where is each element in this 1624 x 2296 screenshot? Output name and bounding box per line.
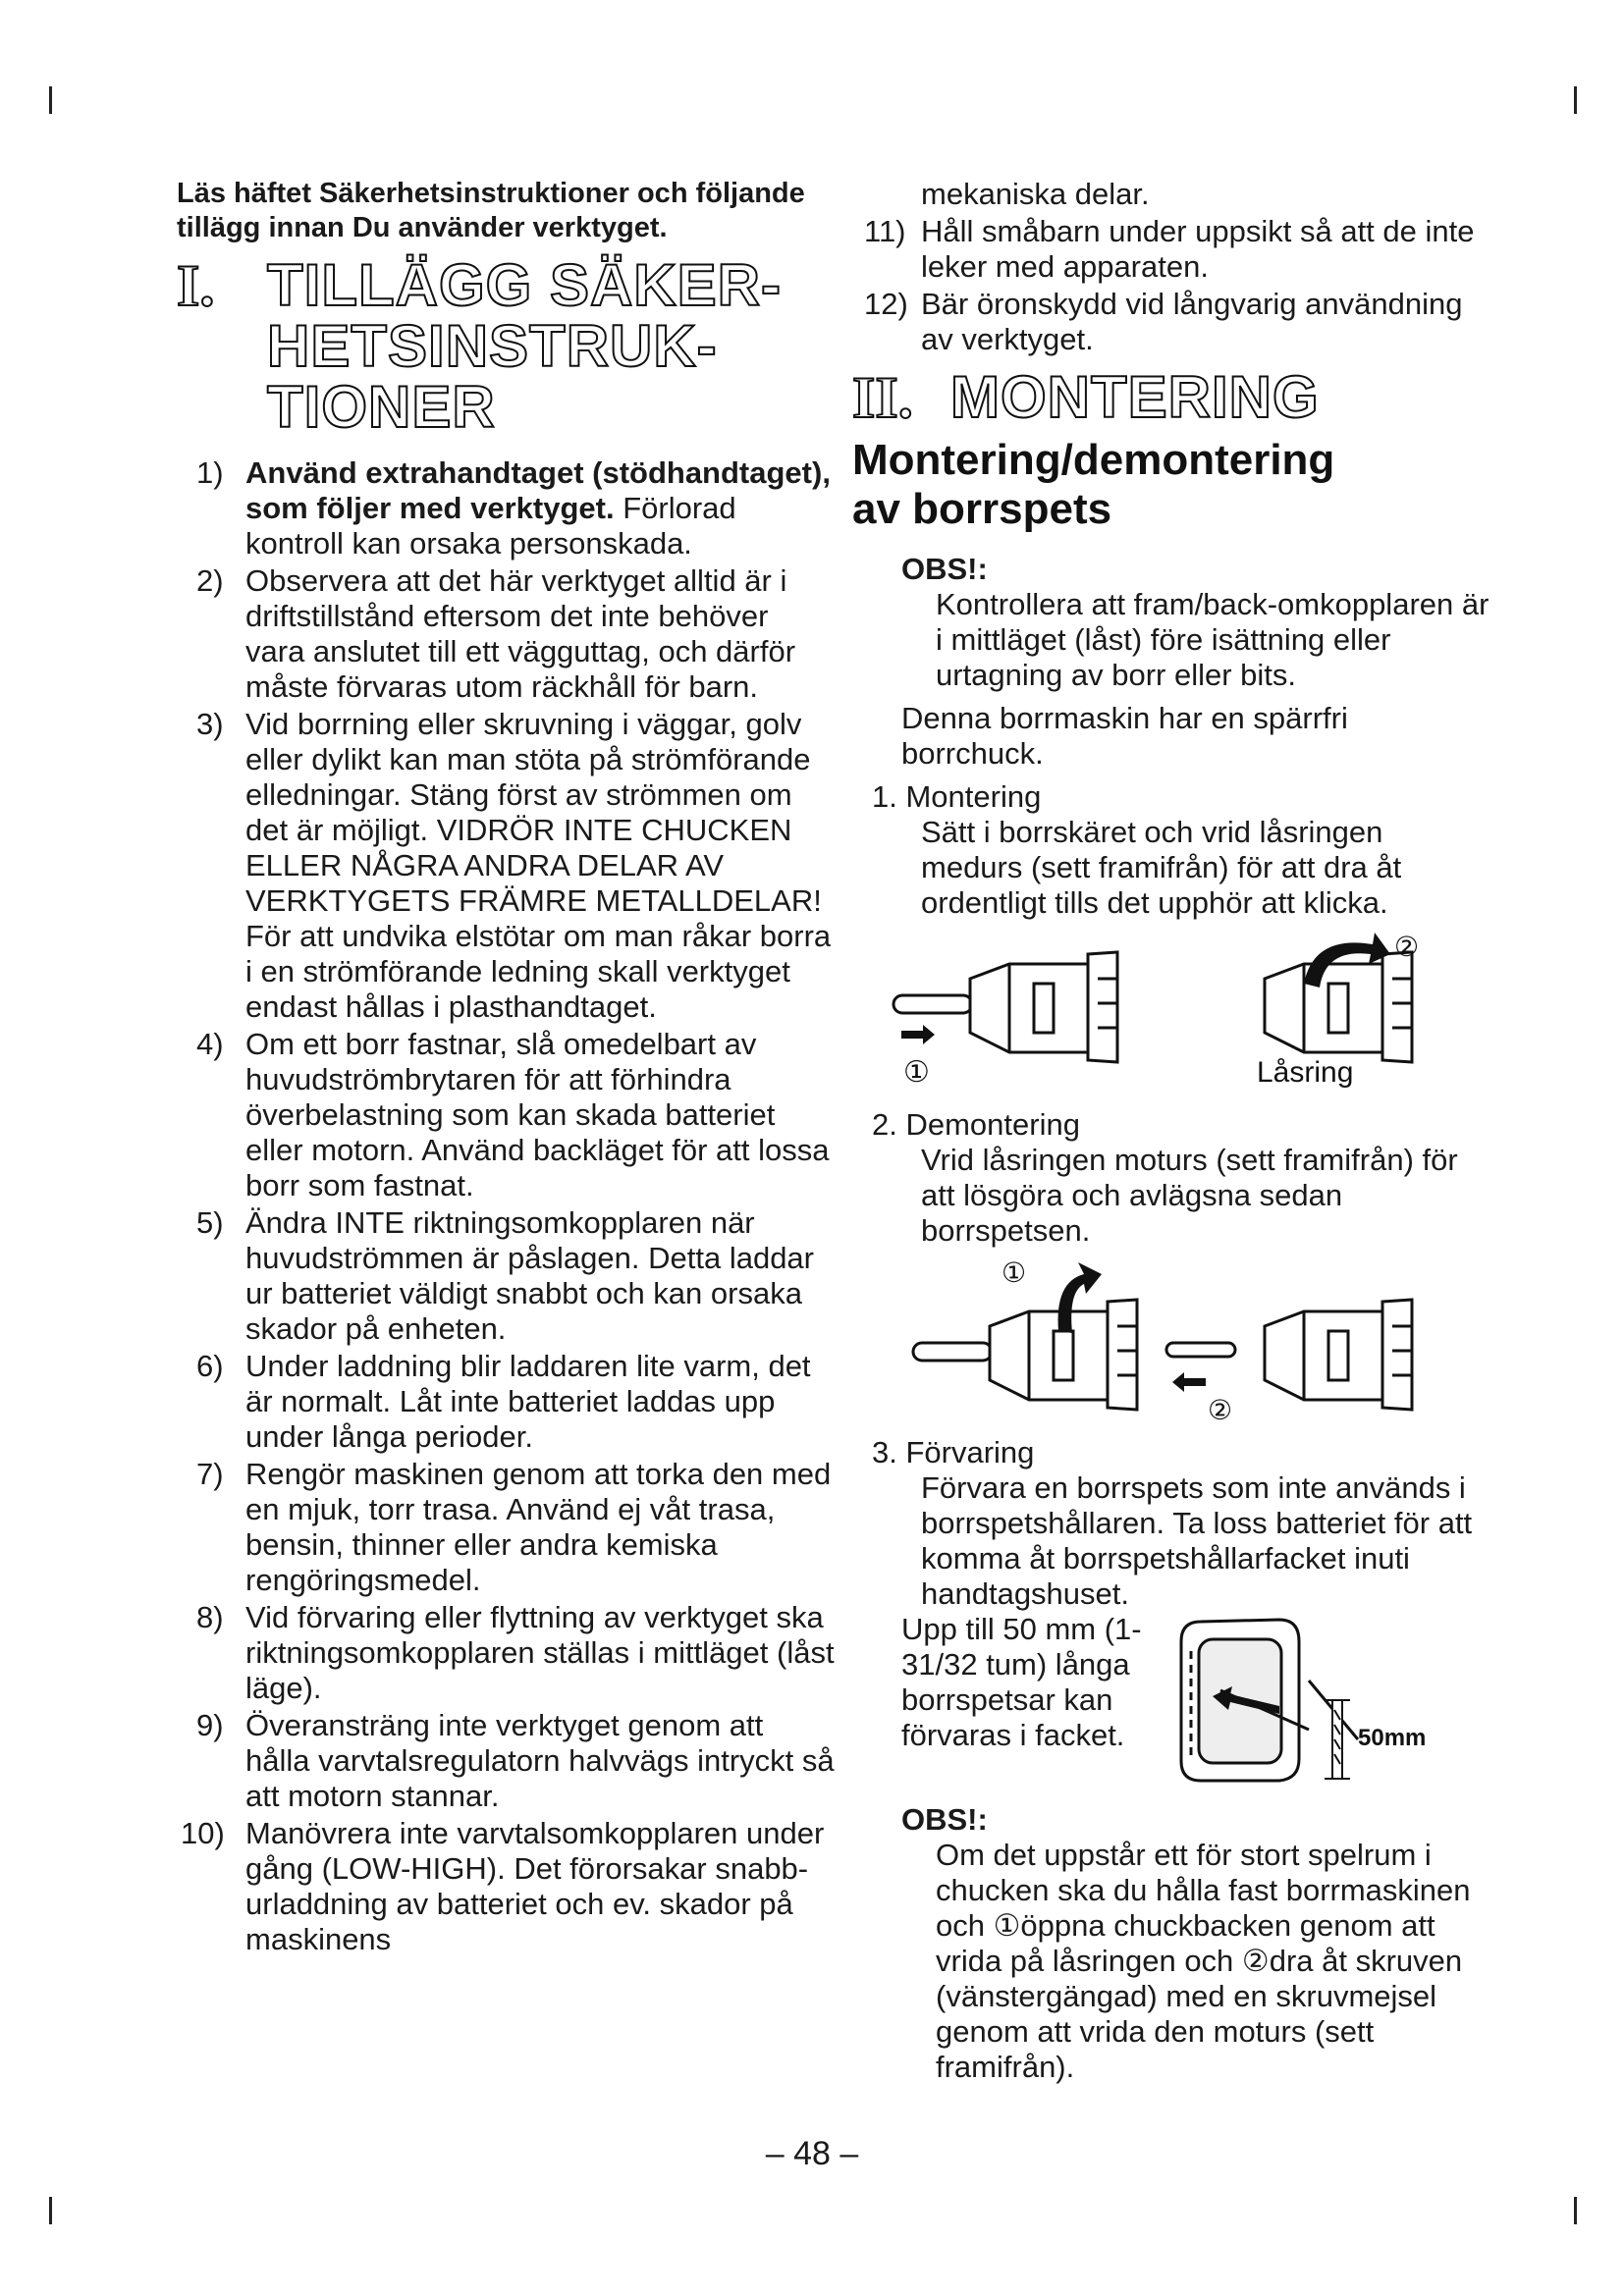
crop-mark-bottom-left [49,2197,52,2224]
item-text: Vid förvaring eller flyttning av verktyget ska riktningsomkopplaren ställas i mittläget (låst läge). [245,1600,835,1705]
step-text: Förvara en borrspets som inte används i borrspetshållaren. Ta loss batteriet för att komma åt borrspetshållarfacket inuti handtagshuset. [921,1470,1473,1611]
item-text: Manövrera inte varvtalsomkopplaren under gång (LOW-HIGH). Det förorsakar snabb-urladdning av batteriet och ev. skador på maskinens [245,1816,825,1956]
bit-holder-figure [1162,1612,1456,1798]
obs-label: OBS!: [901,552,988,586]
section1-title-line: HETSINSTRUK- [267,313,718,379]
obs-text: Kontrollera att fram/back-omkopplaren är i mittläget (låst) före isättning eller urtagning av borr eller bits. [936,587,1489,692]
list-item [177,1027,835,1203]
step-demounting [872,1107,1490,1143]
list-item [177,563,835,705]
crop-mark-bottom-right [1574,2197,1577,2224]
section1-heading [177,252,835,440]
list-item [177,1457,835,1598]
step-title: Demontering [905,1107,1080,1142]
list-item [852,287,1490,357]
safety-list-continued [852,177,1490,357]
step-number: 2. [872,1107,897,1142]
item-text: Ändra INTE riktningsomkopplaren när huvudströmmen är påslagen. Detta laddar ur batteriet väldigt snabbt och kan orsaka skador på enheten. [245,1205,814,1346]
step-marker-1: ① [1001,1256,1027,1289]
list-item [177,1205,835,1347]
step-text: Sätt i borrskäret och vrid låsringen medurs (sett framifrån) för att dra åt ordentligt tills det upphör att klicka. [921,815,1402,920]
lasring-label: Låsring [1257,1056,1354,1089]
section2-number: II. [852,365,913,430]
obs-text: Om det uppstår ett för stort spelrum i chucken ska du hålla fast borrmaskinen och ①öppna chuckbacken genom att vrida på låsringen och ②dra åt skruven (vänstergängad) med en skruvmejsel genom att vrida den moturs (sett framifrån). [936,1838,1471,2084]
item-number: 12) [864,287,908,321]
step-storage [872,1435,1490,1470]
list-item [177,707,835,1025]
arrow-left-icon [1172,1372,1206,1392]
item-bold-text: Använd extrahandtaget (stödhandtaget), som följer med verktyget. [245,455,831,525]
storage-text: Upp till 50 mm (1-31/32 tum) långa borrspetsar kan förvaras i facket. [901,1612,1142,1752]
list-item [852,177,1490,212]
section2-heading [852,364,1490,430]
step-marker-2: ② [1208,1394,1233,1426]
list-item [177,1349,835,1455]
safety-list [177,455,835,1957]
item-number: 9) [196,1708,224,1742]
item-text: Bär öronskydd vid långvarig användning av verktyget. [921,287,1463,356]
chuck-drawing-right [1166,1300,1412,1410]
size-label: 50mm [1358,1725,1427,1751]
item-text: Förlorad kontroll kan orsaka personskada. [245,491,736,561]
obs-label: OBS!: [901,1802,988,1837]
step-marker-1: ① [903,1055,930,1090]
step-title: Montering [905,779,1042,814]
right-column [852,177,1490,2085]
storage-block [901,1612,1490,1798]
list-item [177,1708,835,1814]
crop-mark-top-right [1574,86,1577,114]
item-text: Rengör maskinen genom att torka den med en mjuk, torr trasa. Använd ej våt trasa, bensin, thinner eller andra kemiska rengöringsmedel. [245,1457,832,1597]
step-text: Vrid låsringen moturs (sett framifrån) för att lösgöra och avlägsna sedan borrspetsen. [921,1143,1458,1248]
chuck-note: Denna borrmaskin har en spärrfri borrchuck. [901,701,1348,771]
item-text: Under laddning blir laddaren lite varm, det är normalt. Låt inte batteriet laddas upp under långa perioder. [245,1349,811,1454]
page-number: – 48 – [765,2135,859,2172]
item-number: 6) [196,1349,224,1383]
item-number: 7) [196,1457,224,1491]
step-marker-2: ② [1394,931,1420,963]
item-number: 10) [181,1816,225,1850]
section1-title-line: TILLÄGG SÄKER- [267,252,782,318]
item-number: 4) [196,1027,224,1061]
intro-text: Läs häftet Säkerhetsinstruktioner och följande tillägg innan Du använder verktyget. [177,178,805,243]
step-number: 3. [872,1435,897,1469]
chuck-drawing-left [913,1300,1137,1410]
item-number: 11) [864,214,906,248]
item-text: Håll småbarn under uppsikt så att de inte leker med apparaten. [921,214,1475,284]
crop-mark-top-left [49,86,52,114]
section1-title [267,252,782,440]
demounting-figure [852,1253,1441,1429]
step-number: 1. [872,779,897,814]
list-item [177,455,835,561]
item-number: 8) [196,1600,224,1634]
item-number: 3) [196,707,224,741]
item-text: mekaniska delar. [921,177,1150,211]
item-text: Överansträng inte verktyget genom att hålla varvtalsregulatorn halvvägs intryckt så att motorn stannar. [245,1708,835,1813]
bit-icon [1325,1700,1350,1779]
arrow-right-icon [901,1025,935,1044]
item-text: Vid borrning eller skruvning i väggar, golv eller dylikt kan man stöta på strömförande elledningar. Stäng först av strömmen om det är möjligt. VIDRÖR INTE CHUCKEN ELLER NÅGRA ANDRA DELAR AV VERKTYGETS FRÄMRE METALLDELAR! För att undvika elstötar om man råkar borra i en strömförande ledning skall verktyget endast hållas i plasthandtaget. [245,707,832,1024]
item-number: 5) [196,1205,224,1240]
list-item [852,214,1490,285]
step-title: Förvaring [905,1435,1035,1469]
section2-title: MONTERING [950,364,1320,430]
subtitle-line: av borrspets [852,485,1112,533]
left-column [177,177,835,1959]
item-text: Om ett borr fastnar, slå omedelbart av huvudströmbrytaren för att förhindra överbelastning som kan skada batteriet eller motorn. Använd backläget för att lossa borr som fastnat. [245,1027,830,1202]
item-text: Observera att det här verktyget alltid är i driftstillstånd eftersom det inte behöver vara anslutet till ett vägguttag, och därför måste förvaras utom räckhåll för barn. [245,563,796,704]
list-item [177,1816,835,1957]
section2-subtitle [852,436,1490,534]
item-number: 1) [196,455,224,490]
section1-number: I. [177,253,215,318]
item-number: 2) [196,563,224,598]
mounting-figure [852,925,1441,1101]
step-mounting [872,779,1490,815]
section1-title-line: TIONER [267,374,496,440]
chuck-drawing-right [1265,952,1412,1062]
subtitle-line: Montering/demontering [852,436,1335,484]
chuck-drawing-left [893,952,1117,1062]
list-item [177,1600,835,1706]
